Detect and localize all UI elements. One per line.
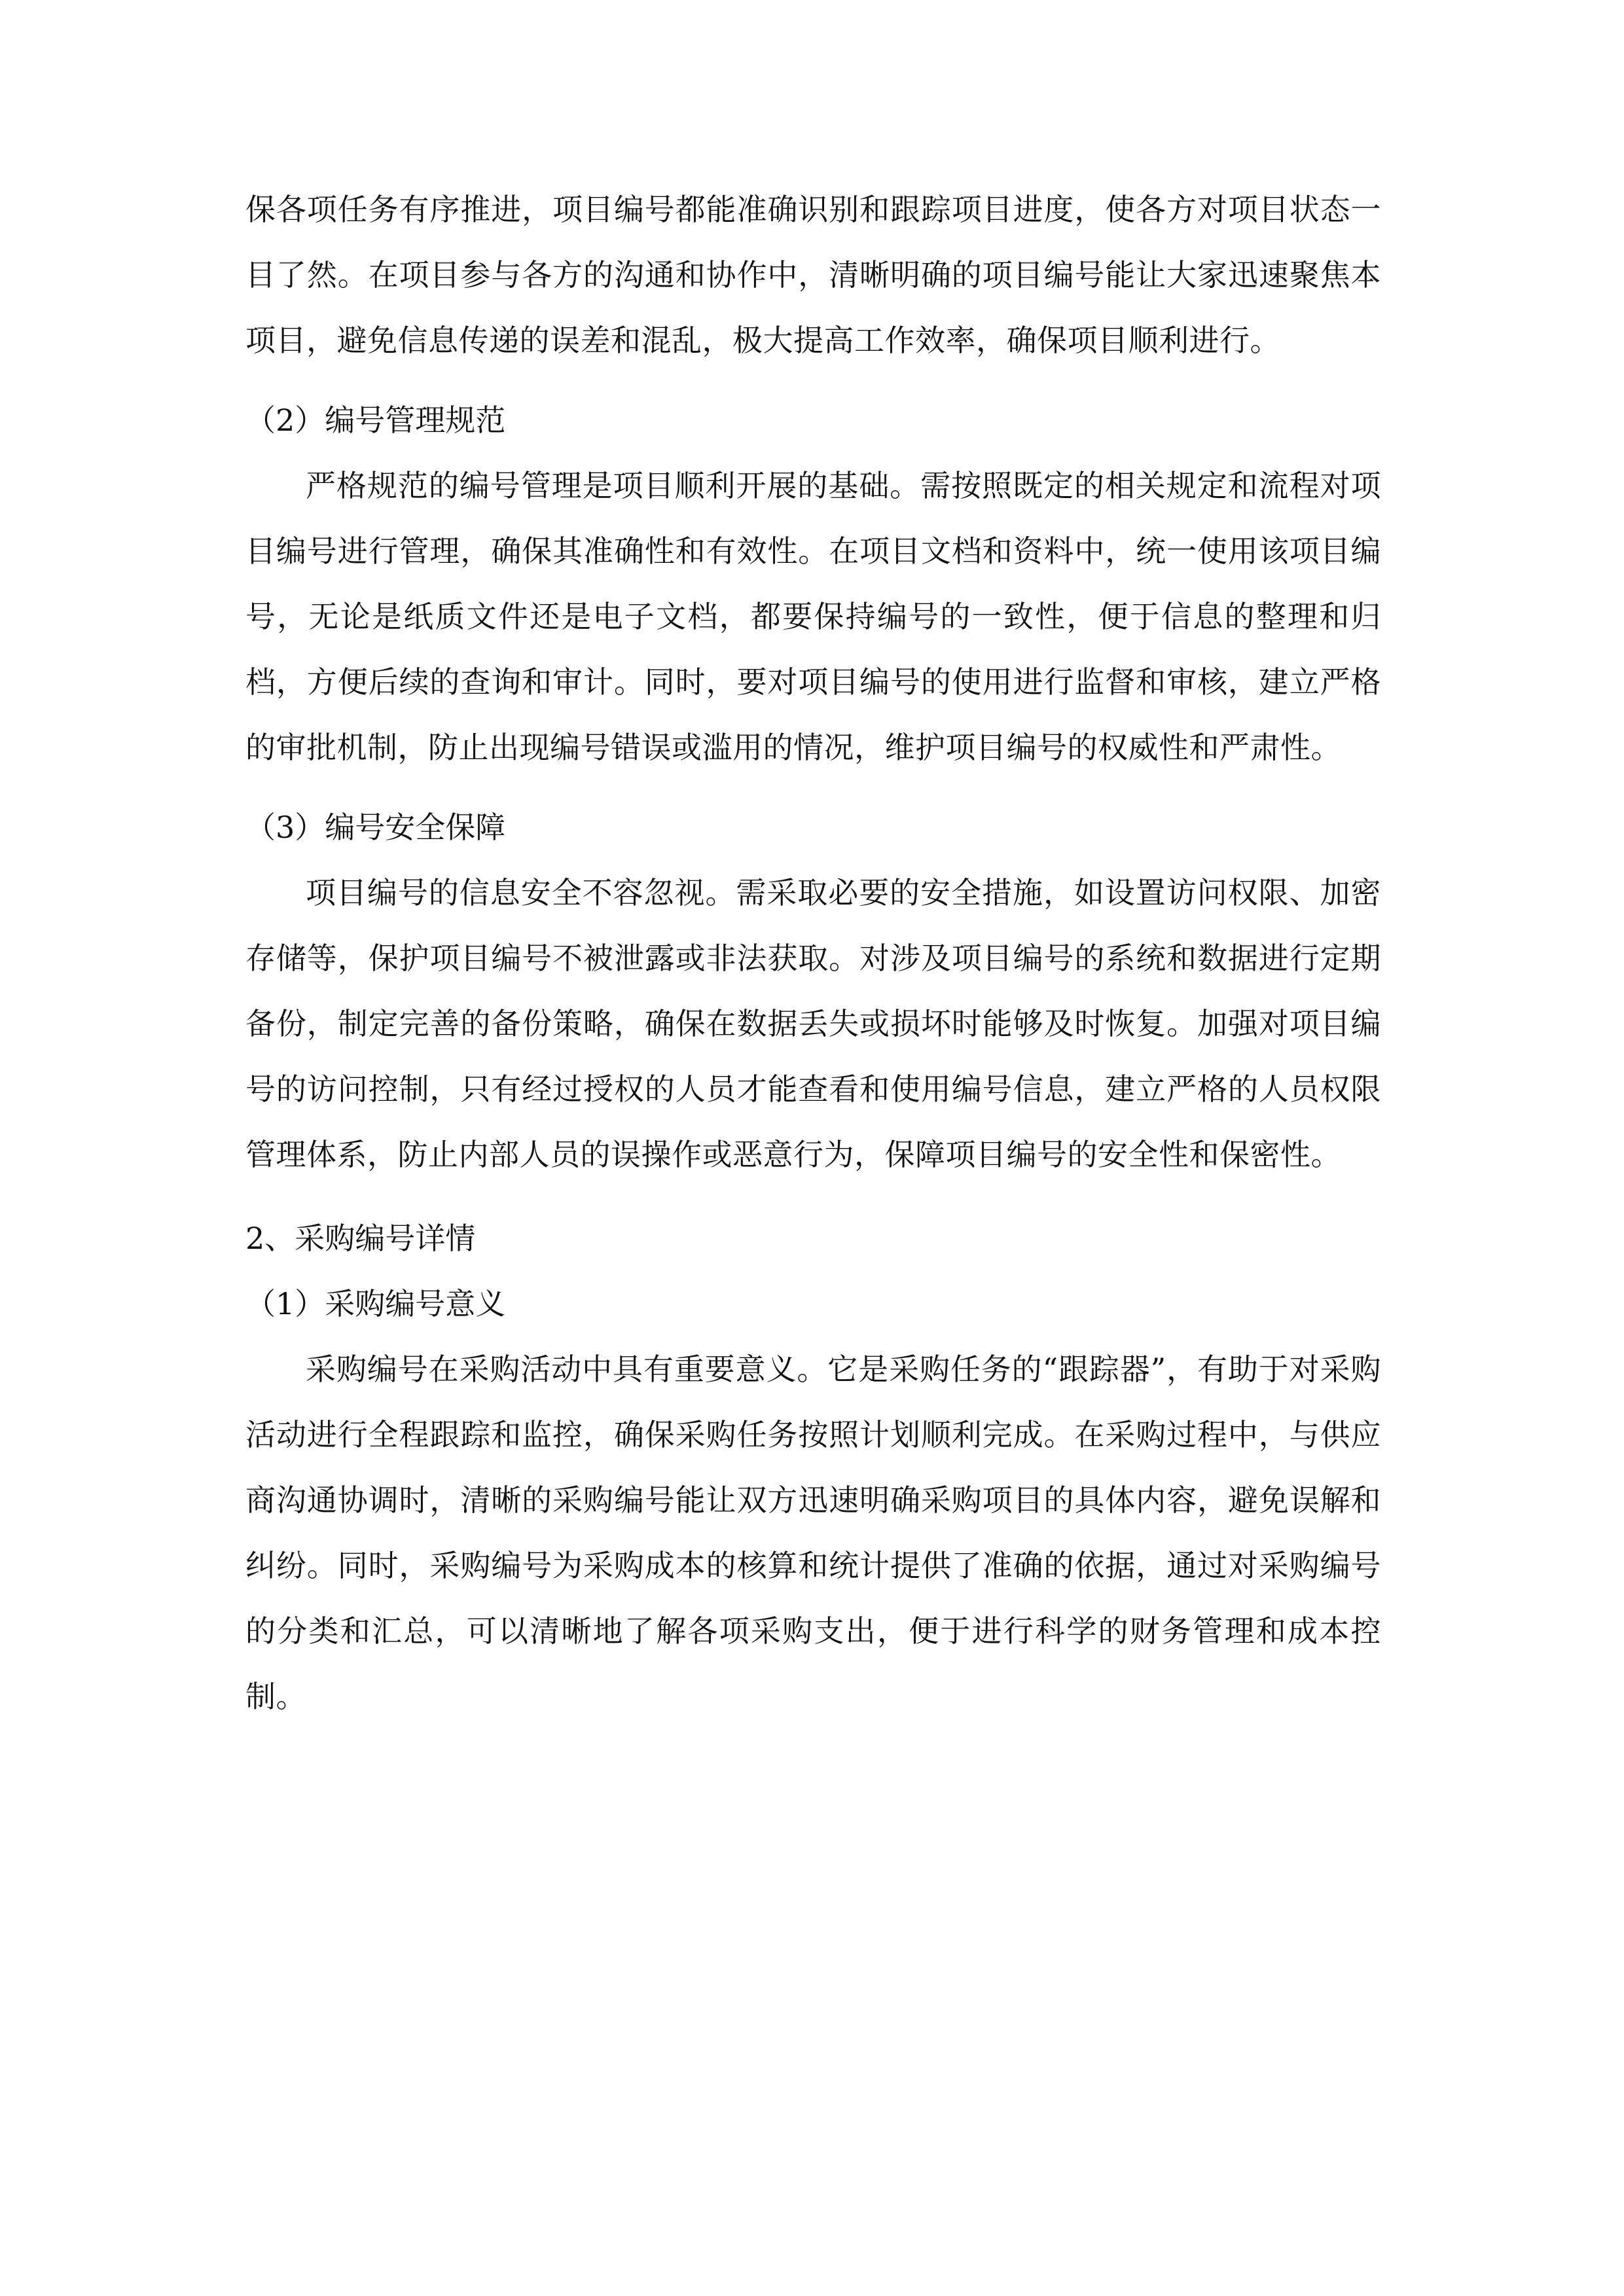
paragraph-project-number-significance-continued: 保各项任务有序推进，项目编号都能准确识别和跟踪项目进度，使各方对项目状态一目了然。在项目参与各方的沟通和协作中，清晰明确的项目编号能让大家迅速聚焦本项目，避免信息传递的误差和混乱，极大提高工作效率，确保项目顺利进行。 (245, 192, 1381, 358)
section-heading-procurement-number: 2、采购编号详情 (245, 1221, 476, 1256)
subheading-number-management: （2）编号管理规范 (245, 403, 506, 438)
paragraph-number-security: 项目编号的信息安全不容忽视。需采取必要的安全措施，如设置访问权限、加密存储等，保护项目编号不被泄露或非法获取。对涉及项目编号的系统和数据进行定期备份，制定完善的备份策略，确保在数据丢失或损坏时能够及时恢复。加强对项目编号的访问控制，只有经过授权的人员才能查看和使用编号信息，建立严格的人员权限管理体系，防止内部人员的误操作或恶意行为，保障项目编号的安全性和保密性。 (245, 875, 1381, 1172)
subheading-number-security: （3）编号安全保障 (245, 810, 506, 845)
paragraph-number-management: 严格规范的编号管理是项目顺利开展的基础。需按照既定的相关规定和流程对项目编号进行管理，确保其准确性和有效性。在项目文档和资料中，统一使用该项目编号，无论是纸质文件还是电子文档，都要保持编号的一致性，便于信息的整理和归档，方便后续的查询和审计。同时，要对项目编号的使用进行监督和审核，建立严格的审批机制，防止出现编号错误或滥用的情况，维护项目编号的权威性和严肃性。 (245, 468, 1381, 765)
subheading-procurement-significance: （1）采购编号意义 (245, 1286, 506, 1321)
paragraph-procurement-significance: 采购编号在采购活动中具有重要意义。它是采购任务的“跟踪器”，有助于对采购活动进行全程跟踪和监控，确保采购任务按照计划顺利完成。在采购过程中，与供应商沟通协调时，清晰的采购编号能让双方迅速明确采购项目的具体内容，避免误解和纠纷。同时，采购编号为采购成本的核算和统计提供了准确的依据，通过对采购编号的分类和汇总，可以清晰地了解各项采购支出，便于进行科学的财务管理和成本控制。 (245, 1352, 1381, 1714)
document-body (245, 177, 1381, 1729)
